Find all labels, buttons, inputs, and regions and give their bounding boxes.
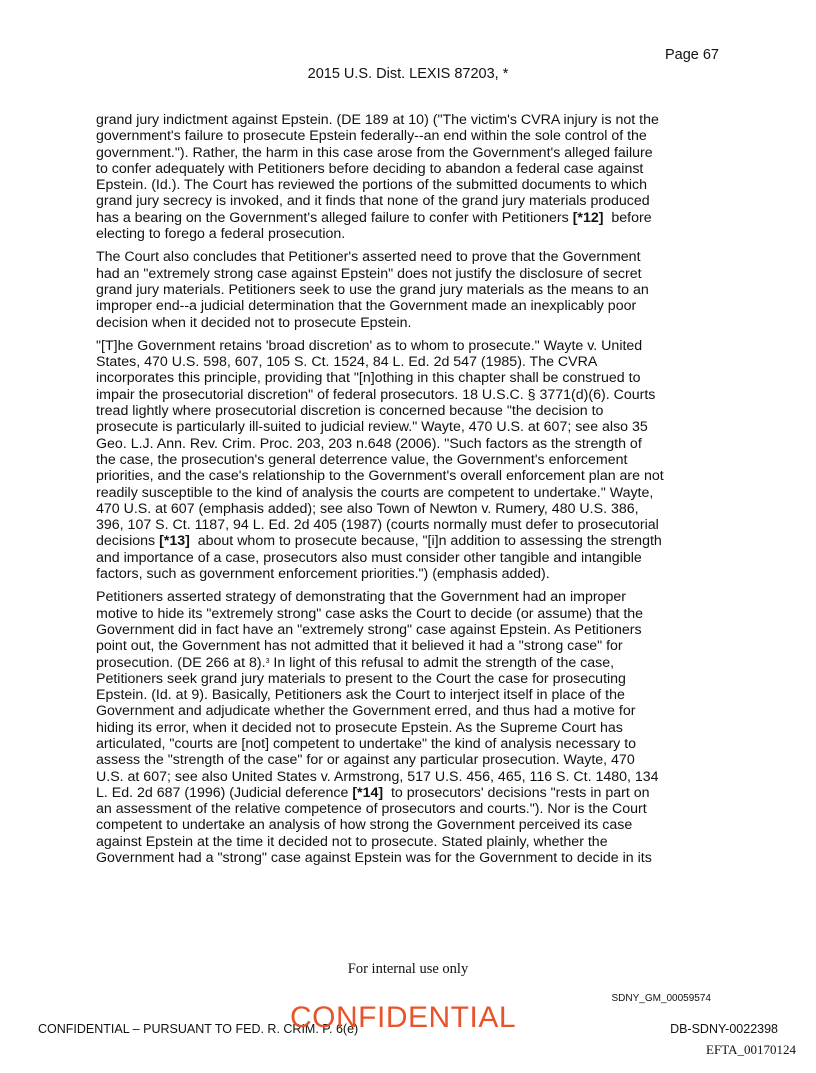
text-segment: prosecution. (DE 266 at 8). (96, 654, 266, 671)
text-line: grand jury materials. Petitioners seek to use the grand jury materials as the means to an (96, 281, 649, 298)
opinion-body (96, 112, 732, 873)
text-line: incorporates this principle, providing that "[n]othing in this chapter shall be construed to (96, 370, 641, 387)
text-line (96, 655, 732, 671)
paragraph-2 (96, 249, 732, 330)
paragraph-1 (96, 112, 732, 242)
text-line: tread lightly where prosecutorial discretion is concerned because "the decision to (96, 403, 604, 420)
text-line: States, 470 U.S. 598, 607, 105 S. Ct. 1524, 84 L. Ed. 2d 547 (1985). The CVRA (96, 354, 598, 371)
text-line: factors, such as government enforcement priorities.") (emphasis added). (96, 566, 550, 583)
text-line: assess the "strength of the case" for or against any particular prosecution. Wayte, 470 (96, 752, 635, 769)
text-line: Government and adjudicate whether the Government erred, and thus had a motive for (96, 703, 636, 720)
bates-number-efta: EFTA_00170124 (706, 1042, 796, 1057)
text-line: competent to undertake an analysis of how strong the Government perceived its case (96, 817, 633, 834)
text-line: prosecute is particularly ill-suited to judicial review." Wayte, 470 U.S. at 607; see also 35 (96, 419, 648, 436)
text-line: priorities, and the case's relationship to the Government's overall enforcement plan are not (96, 468, 664, 485)
case-citation: 2015 U.S. Dist. LEXIS 87203, * (307, 66, 509, 82)
confidentiality-legend: CONFIDENTIAL – PURSUANT TO FED. R. CRIM. P. 6(e) (38, 1022, 359, 1036)
text-line: against Epstein at the time it decided not to prosecute. Stated plainly, whether the (96, 833, 608, 850)
confidential-stamp: CONFIDENTIAL (290, 1001, 517, 1034)
text-line: Geo. L.J. Ann. Rev. Crim. Proc. 203, 203 n.648 (2006). "Such factors as the strength of (96, 435, 642, 452)
text-line: point out, the Government has not admitted that it believed it had a "strong case" for (96, 638, 623, 655)
text-line: Epstein. (Id.). The Court has reviewed the portions of the submitted documents to which (96, 177, 647, 194)
text-line (96, 785, 732, 801)
text-segment: L. Ed. 2d 687 (1996) (Judicial deference (96, 784, 353, 801)
text-line: grand jury indictment against Epstein. (DE 189 at 10) ("The victim's CVRA injury is not the (96, 112, 659, 128)
text-line: improper end--a judicial determination that the Government made an inexplicably poor (96, 298, 637, 315)
star-page-14: [*14] (352, 784, 384, 801)
text-segment: In light of this refusal to admit the strength of the case, (269, 654, 615, 671)
footnote-ref-3[interactable]: 3 (265, 657, 270, 665)
text-segment: has a bearing on the Government's alleged failure to confer with Petitioners (96, 209, 573, 226)
star-page-13: [*13] (159, 533, 190, 550)
text-segment: before (603, 209, 652, 226)
text-line: Petitioners seek grand jury materials to present to the Court the case for prosecuting (96, 670, 626, 687)
text-line: government's failure to prosecute Epstein federally--an end within the sole control of the (96, 128, 647, 145)
bates-number-sdny: SDNY_GM_00059574 (611, 993, 711, 1004)
paragraph-4 (96, 589, 732, 866)
text-line: government."). Rather, the harm in this case arose from the Government's alleged failure (96, 144, 653, 161)
text-line: Government did in fact have an "extremely strong" case against Epstein. As Petitioners (96, 621, 642, 638)
text-line: Petitioners asserted strategy of demonstrating that the Government had an improper (96, 589, 626, 606)
bates-number-db: DB-SDNY-0022398 (670, 1022, 778, 1036)
text-line: had an "extremely strong case against Epstein" does not justify the disclosure of secret (96, 265, 642, 282)
text-line: articulated, "courts are [not] competent to undertake" the kind of analysis necessary to (96, 735, 637, 752)
text-line: The Court also concludes that Petitioner's asserted need to prove that the Government (96, 249, 641, 266)
text-segment: decisions (96, 533, 160, 550)
paragraph-3 (96, 338, 732, 582)
text-line: to confer adequately with Petitioners before deciding to abandon a federal case against (96, 160, 644, 177)
text-line: "[T]he Government retains 'broad discretion' as to whom to prosecute." Wayte v. United (96, 337, 643, 354)
text-line: readily susceptible to the kind of analysis the courts are competent to undertake." Wayte, (96, 484, 654, 501)
page-number: Page 67 (664, 47, 719, 63)
text-line: decision when it decided not to prosecute Epstein. (96, 314, 412, 331)
text-line: 470 U.S. at 607 (emphasis added); see also Town of Newton v. Rumery, 480 U.S. 386, (96, 500, 639, 517)
text-line: and importance of a case, prosecutors also must consider other tangible and intangible (96, 549, 642, 566)
text-line: 396, 107 S. Ct. 1187, 94 L. Ed. 2d 405 (1987) (courts normally must defer to prosecutorial (96, 517, 659, 534)
text-line: an assessment of the relative competence of prosecutors and courts."). Nor is the Court (96, 801, 647, 818)
text-line: grand jury secrecy is invoked, and it finds that none of the grand jury materials produced (96, 193, 650, 210)
text-line (96, 210, 732, 226)
text-line: impair the prosecutorial discretion" of federal prosecutors. 18 U.S.C. § 3771(d)(6). Courts (96, 386, 656, 403)
text-line (96, 533, 732, 549)
star-page-12: [*12] (572, 209, 604, 226)
text-segment: to prosecutors' decisions "rests in part on (383, 784, 650, 801)
text-line: electing to forego a federal prosecution. (96, 226, 346, 243)
internal-use-notice: For internal use only (347, 961, 469, 977)
text-segment: about whom to prosecute because, "[i]n addition to assessing the strength (189, 533, 662, 550)
text-line: Epstein. (Id. at 9). Basically, Petitioners ask the Court to interject itself in place of the (96, 687, 625, 704)
text-line: hiding its error, when it decided not to prosecute Epstein. As the Supreme Court has (96, 719, 623, 736)
text-line: U.S. at 607; see also United States v. Armstrong, 517 U.S. 456, 465, 116 S. Ct. 1480, 134 (96, 768, 659, 785)
text-line: motive to hide its "extremely strong" case asks the Court to decide (or assume) that the (96, 605, 644, 622)
text-line: Government had a "strong" case against Epstein was for the Government to decide in its (96, 850, 652, 867)
text-line: the case, the prosecution's general deterrence value, the Government's enforcement (96, 451, 628, 468)
